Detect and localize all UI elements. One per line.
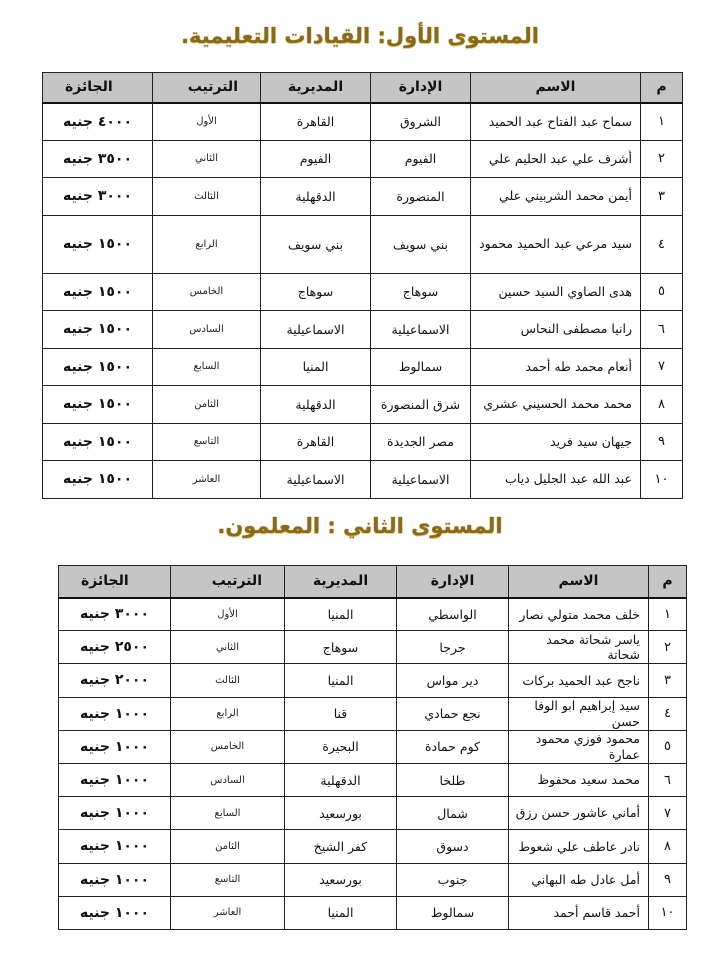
table-row — [43, 140, 683, 178]
table-header-row — [43, 73, 683, 103]
section1-title: المستوى الأول: القيادات التعليمية. — [181, 24, 539, 48]
cell-admin: طلخا — [397, 763, 509, 796]
cell-num: ٧ — [641, 348, 683, 386]
cell-directorate: المنيا — [285, 598, 397, 631]
cell-admin: سمالوط — [371, 348, 471, 386]
cell-rank: الثالث — [153, 178, 261, 216]
cell-prize: ٤٠٠٠ جنيه — [43, 103, 153, 141]
table-row — [59, 830, 687, 863]
cell-directorate: القاهرة — [261, 423, 371, 461]
cell-num: ٥ — [649, 730, 687, 763]
cell-prize: ١٥٠٠ جنيه — [43, 461, 153, 499]
cell-num: ١ — [649, 598, 687, 631]
header-num: م — [641, 73, 683, 103]
cell-prize: ١٠٠٠ جنيه — [59, 730, 171, 763]
table-row — [59, 730, 687, 763]
cell-name: ناجح عبد الحميد بركات — [509, 664, 649, 697]
table-row — [59, 598, 687, 631]
cell-num: ١٠ — [641, 461, 683, 499]
cell-prize: ٣٠٠٠ جنيه — [59, 598, 171, 631]
table-row — [43, 273, 683, 311]
cell-admin: كوم حمادة — [397, 730, 509, 763]
cell-admin: المنصورة — [371, 178, 471, 216]
cell-num: ٥ — [641, 273, 683, 311]
cell-admin: الواسطي — [397, 598, 509, 631]
cell-rank: الثامن — [153, 386, 261, 424]
cell-name: سيد مرعي عبد الحميد محمود — [471, 215, 641, 273]
cell-prize: ١٠٠٠ جنيه — [59, 863, 171, 896]
cell-num: ٣ — [641, 178, 683, 216]
cell-directorate: سوهاج — [285, 631, 397, 664]
table-header-row — [59, 566, 687, 598]
cell-name: أمل عادل طه البهاني — [509, 863, 649, 896]
cell-directorate: الاسماعيلية — [261, 461, 371, 499]
cell-rank: الثاني — [153, 140, 261, 178]
header-num: م — [649, 566, 687, 598]
cell-admin: دسوق — [397, 830, 509, 863]
cell-rank: العاشر — [153, 461, 261, 499]
cell-prize: ١٥٠٠ جنيه — [43, 273, 153, 311]
cell-name: عبد الله عبد الجليل دياب — [471, 461, 641, 499]
table-row — [59, 896, 687, 929]
cell-prize: ١٠٠٠ جنيه — [59, 830, 171, 863]
header-name: الاسم — [471, 73, 641, 103]
cell-name: أحمد قاسم أحمد — [509, 896, 649, 929]
cell-num: ٩ — [649, 863, 687, 896]
cell-num: ٢ — [649, 631, 687, 664]
cell-directorate: الفيوم — [261, 140, 371, 178]
table-row — [43, 311, 683, 349]
cell-rank: التاسع — [153, 423, 261, 461]
cell-prize: ١٥٠٠ جنيه — [43, 423, 153, 461]
cell-directorate: القاهرة — [261, 103, 371, 141]
header-prize: الجائزة — [59, 566, 171, 598]
cell-admin: جرجا — [397, 631, 509, 664]
cell-num: ٤ — [649, 697, 687, 730]
cell-name: جيهان سيد فريد — [471, 423, 641, 461]
cell-admin: سوهاج — [371, 273, 471, 311]
cell-name: محمد سعيد محفوظ — [509, 763, 649, 796]
cell-rank: السابع — [153, 348, 261, 386]
cell-rank: الرابع — [153, 215, 261, 273]
cell-admin: نجع حمادي — [397, 697, 509, 730]
table-row — [59, 863, 687, 896]
cell-admin: شرق المنصورة — [371, 386, 471, 424]
cell-prize: ٢٥٠٠ جنيه — [59, 631, 171, 664]
cell-num: ٨ — [649, 830, 687, 863]
header-prize: الجائزة — [43, 73, 153, 103]
table-row — [59, 697, 687, 730]
cell-name: محمود فوزي محمود عمارة — [509, 730, 649, 763]
cell-directorate: البحيرة — [285, 730, 397, 763]
cell-prize: ١٠٠٠ جنيه — [59, 797, 171, 830]
cell-directorate: الدقهلية — [285, 763, 397, 796]
cell-name: سماح عبد الفتاح عبد الحميد — [471, 103, 641, 141]
cell-name: محمد محمد الحسيني عشري — [471, 386, 641, 424]
cell-prize: ١٥٠٠ جنيه — [43, 311, 153, 349]
table-row — [59, 763, 687, 796]
cell-directorate: المنيا — [261, 348, 371, 386]
cell-admin: دير مواس — [397, 664, 509, 697]
cell-directorate: الدقهلية — [261, 386, 371, 424]
cell-admin: جنوب — [397, 863, 509, 896]
cell-admin: الفيوم — [371, 140, 471, 178]
cell-num: ٦ — [641, 311, 683, 349]
cell-prize: ١٠٠٠ جنيه — [59, 697, 171, 730]
table-row — [43, 386, 683, 424]
cell-name: أنعام محمد طه أحمد — [471, 348, 641, 386]
cell-name: سيد إبراهيم ابو الوفا حسن — [509, 697, 649, 730]
cell-directorate: كفر الشيخ — [285, 830, 397, 863]
cell-prize: ٣٠٠٠ جنيه — [43, 178, 153, 216]
cell-prize: ١٠٠٠ جنيه — [59, 896, 171, 929]
header-rank: الترتيب — [153, 73, 261, 103]
cell-prize: ١٥٠٠ جنيه — [43, 348, 153, 386]
cell-rank: الأول — [171, 598, 285, 631]
cell-num: ١ — [641, 103, 683, 141]
cell-name: رانيا مصطفى النحاس — [471, 311, 641, 349]
table-row — [59, 631, 687, 664]
cell-rank: الخامس — [171, 730, 285, 763]
cell-directorate: بورسعيد — [285, 797, 397, 830]
cell-admin: بني سويف — [371, 215, 471, 273]
cell-num: ٩ — [641, 423, 683, 461]
cell-num: ٣ — [649, 664, 687, 697]
header-name: الاسم — [509, 566, 649, 598]
header-directorate: المديرية — [285, 566, 397, 598]
cell-rank: السابع — [171, 797, 285, 830]
cell-num: ٦ — [649, 763, 687, 796]
cell-name: أشرف علي عبد الحليم علي — [471, 140, 641, 178]
cell-name: أيمن محمد الشربيني علي — [471, 178, 641, 216]
cell-directorate: الدقهلية — [261, 178, 371, 216]
cell-directorate: المنيا — [285, 664, 397, 697]
cell-prize: ٣٥٠٠ جنيه — [43, 140, 153, 178]
table-row — [43, 461, 683, 499]
cell-name: خلف محمد متولي نصار — [509, 598, 649, 631]
cell-directorate: قنا — [285, 697, 397, 730]
cell-rank: الثاني — [171, 631, 285, 664]
cell-num: ١٠ — [649, 896, 687, 929]
cell-name: هدى الصاوي السيد حسين — [471, 273, 641, 311]
cell-prize: ١٠٠٠ جنيه — [59, 763, 171, 796]
cell-admin: الاسماعيلية — [371, 461, 471, 499]
cell-name: نادر عاطف علي شعوط — [509, 830, 649, 863]
table-row — [43, 348, 683, 386]
header-rank: الترتيب — [171, 566, 285, 598]
table-row — [43, 103, 683, 141]
cell-admin: شمال — [397, 797, 509, 830]
teachers-table — [58, 565, 687, 930]
header-directorate: المديرية — [261, 73, 371, 103]
cell-num: ٨ — [641, 386, 683, 424]
cell-num: ٢ — [641, 140, 683, 178]
cell-admin: سمالوط — [397, 896, 509, 929]
cell-rank: الرابع — [171, 697, 285, 730]
header-admin: الإدارة — [371, 73, 471, 103]
cell-rank: الأول — [153, 103, 261, 141]
cell-num: ٤ — [641, 215, 683, 273]
cell-name: أماني عاشور حسن رزق — [509, 797, 649, 830]
cell-prize: ٢٠٠٠ جنيه — [59, 664, 171, 697]
cell-admin: مصر الجديدة — [371, 423, 471, 461]
cell-directorate: سوهاج — [261, 273, 371, 311]
table-row — [43, 423, 683, 461]
cell-admin: الاسماعيلية — [371, 311, 471, 349]
table-row — [59, 797, 687, 830]
cell-prize: ١٥٠٠ جنيه — [43, 386, 153, 424]
table-row — [43, 178, 683, 216]
cell-rank: السادس — [153, 311, 261, 349]
cell-directorate: بني سويف — [261, 215, 371, 273]
header-admin: الإدارة — [397, 566, 509, 598]
section2-title: المستوى الثاني : المعلمون. — [217, 514, 503, 538]
cell-num: ٧ — [649, 797, 687, 830]
cell-rank: الثالث — [171, 664, 285, 697]
leaders-table — [42, 72, 683, 499]
cell-rank: العاشر — [171, 896, 285, 929]
cell-directorate: بورسعيد — [285, 863, 397, 896]
cell-rank: الثامن — [171, 830, 285, 863]
cell-prize: ١٥٠٠ جنيه — [43, 215, 153, 273]
cell-name: ياسر شحاتة محمد شحاتة — [509, 631, 649, 664]
cell-rank: الخامس — [153, 273, 261, 311]
cell-admin: الشروق — [371, 103, 471, 141]
table-row — [43, 215, 683, 273]
cell-directorate: المنيا — [285, 896, 397, 929]
table-row — [59, 664, 687, 697]
cell-rank: السادس — [171, 763, 285, 796]
cell-rank: التاسع — [171, 863, 285, 896]
cell-directorate: الاسماعيلية — [261, 311, 371, 349]
